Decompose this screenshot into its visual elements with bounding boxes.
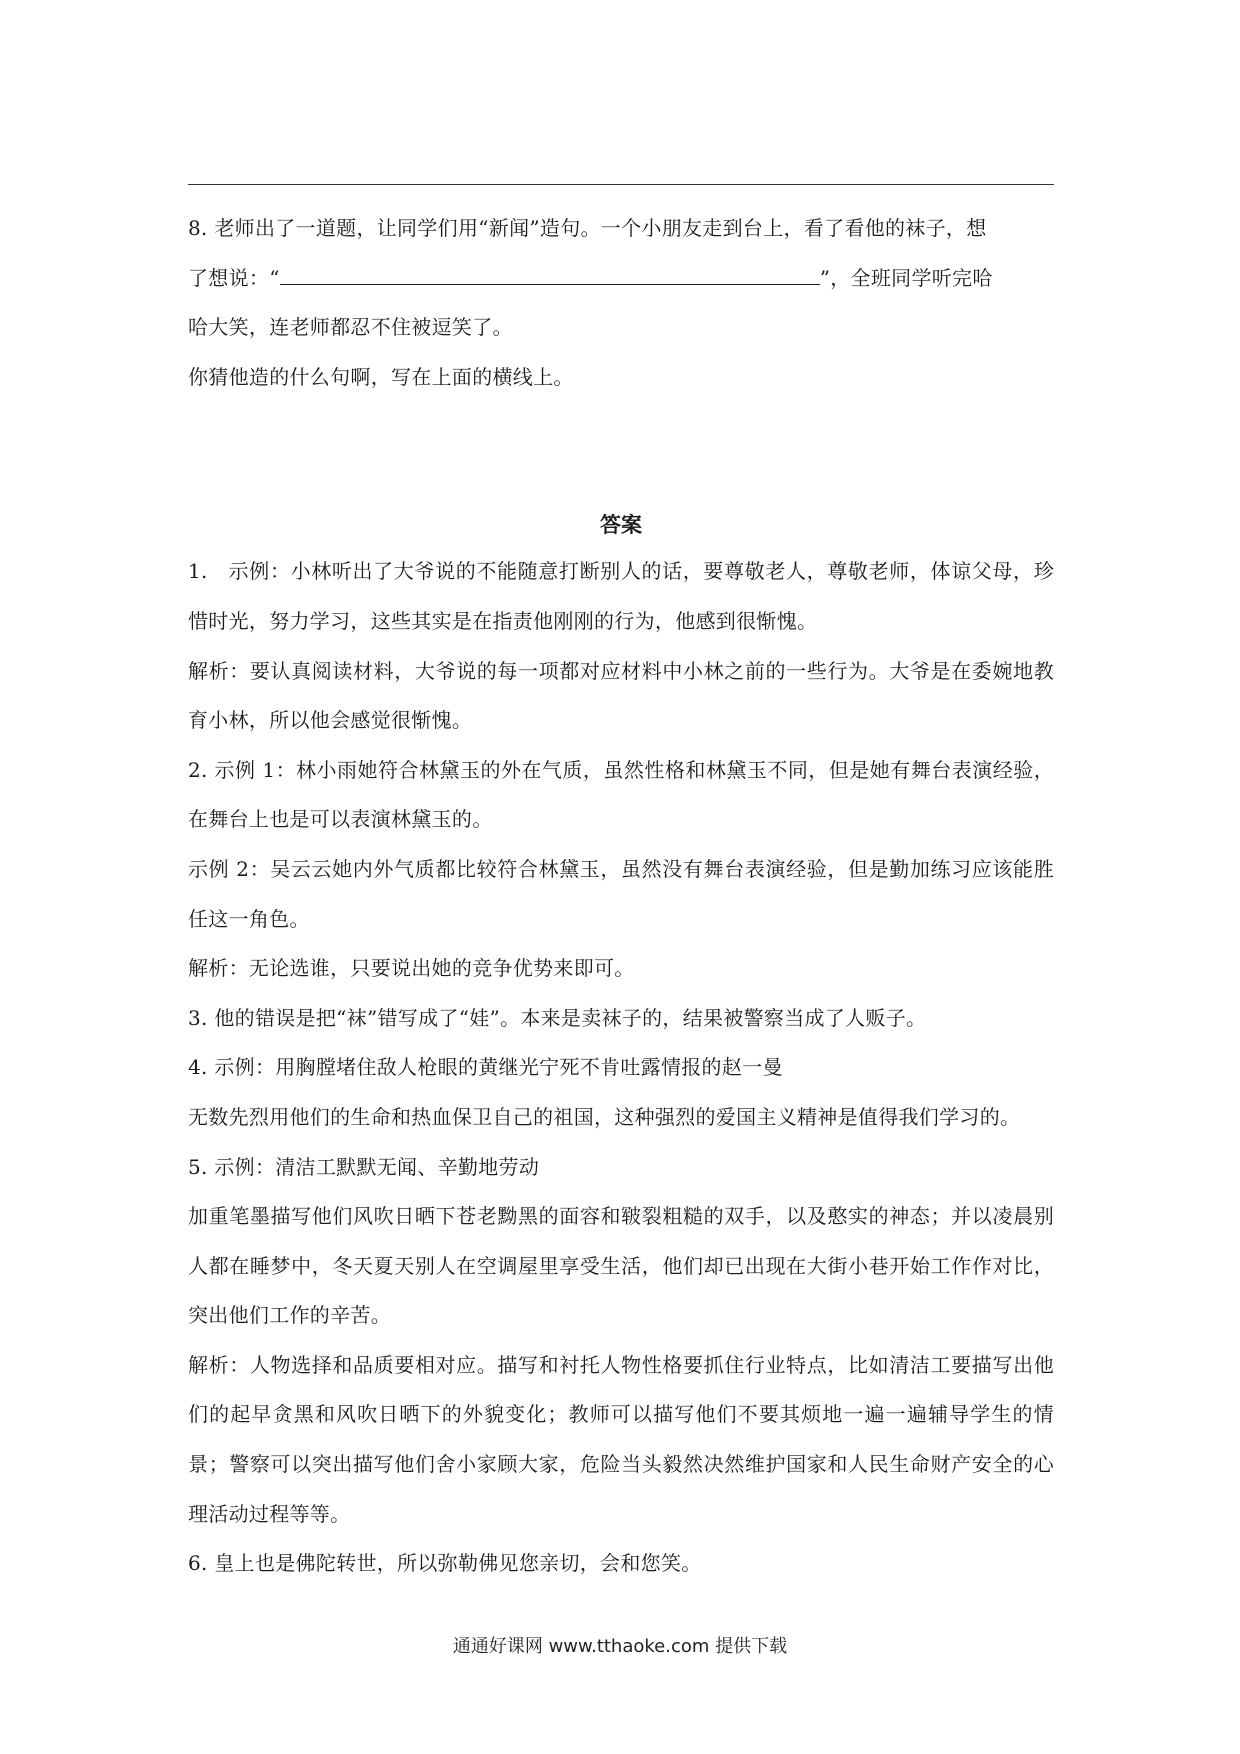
answer-paragraph: 1. 示例：小林听出了大爷说的不能随意打断别人的话，要尊敬老人，尊敬老师，体谅父母，珍惜时光，努力学习，这些其实是在指责他刚刚的行为，他感到很惭愧。 <box>188 559 1054 633</box>
question-8-line-2 <box>188 254 1054 304</box>
question-8-line-2-end: ”，全班同学听完哈 <box>819 265 993 290</box>
answers-title: 答案 <box>600 512 642 538</box>
answer-paragraph: 5. 示例：清洁工默默无闻、辛勤地劳动 <box>188 1154 540 1179</box>
answer-paragraph: 3. 他的错误是把“袜”错写成了“娃”。本来是卖袜子的，结果被警察当成了人贩子。 <box>188 1005 927 1030</box>
answer-paragraph: 加重笔墨描写他们风吹日晒下苍老黝黑的面容和皲裂粗糙的双手，以及憨实的神态；并以凌晨别人都在睡梦中，冬天夏天别人在空调屋里享受生活，他们却已出现在大街小巷开始工作作对比，突出他们工作的辛苦。 <box>188 1204 1054 1328</box>
question-8-prompt: 你猜他造的什么句啊，写在上面的横线上。 <box>188 364 574 389</box>
document-body <box>188 204 1054 1589</box>
answer-paragraph: 2. 示例 1：林小雨她符合林黛玉的外在气质，虽然性格和林黛玉不同，但是她有舞台表演经验，在舞台上也是可以表演林黛玉的。 <box>188 757 1054 832</box>
question-8-line-2-start: 了想说：“ <box>188 265 280 290</box>
question-8 <box>188 204 1054 402</box>
answer-paragraph: 解析：要认真阅读材料，大爷说的每一项都对应材料中小林之前的一些行为。大爷是在委婉地教育小林，所以他会感觉很惭愧。 <box>188 658 1054 733</box>
question-8-line-3: 哈大笑，连老师都忍不住被逗笑了。 <box>188 315 513 340</box>
answer-paragraph: 4. 示例：用胸膛堵住敌人枪眼的黄继光宁死不肯吐露情报的赵一曼 <box>188 1055 783 1080</box>
answer-paragraph: 6. 皇上也是佛陀转世，所以弥勒佛见您亲切，会和您笑。 <box>188 1551 702 1576</box>
footer-source-link[interactable]: 通通好课网 www.tthaoke.com 提供下载 <box>452 1636 788 1657</box>
answer-paragraph: 无数先烈用他们的生命和热血保卫自己的祖国，这种强烈的爱国主义精神是值得我们学习的。 <box>188 1104 1021 1129</box>
answer-blank[interactable] <box>280 262 820 285</box>
question-8-line-1: 8. 老师出了一道题，让同学们用“新闻”造句。一个小朋友走到台上，看了看他的袜子，想 <box>188 216 987 240</box>
answer-paragraph: 示例 2：吴云云她内外气质都比较符合林黛玉，虽然没有舞台表演经验，但是勤加练习应该能胜任这一角色。 <box>188 856 1054 931</box>
answers-section <box>188 503 1054 1588</box>
answer-paragraph: 解析：无论选谁，只要说出她的竞争优势来即可。 <box>188 956 635 981</box>
header-divider <box>188 184 1054 185</box>
answer-paragraph: 解析：人物选择和品质要相对应。描写和衬托人物性格要抓住行业特点，比如清洁工要描写出他们的起早贪黑和风吹日晒下的外貌变化；教师可以描写他们不要其烦地一遍一遍辅导学生的情景；警察可以突出描写他们舍小家顾大家，危险当头毅然决然维护国家和人民生命财产安全的心理活动过程等等。 <box>188 1352 1054 1526</box>
